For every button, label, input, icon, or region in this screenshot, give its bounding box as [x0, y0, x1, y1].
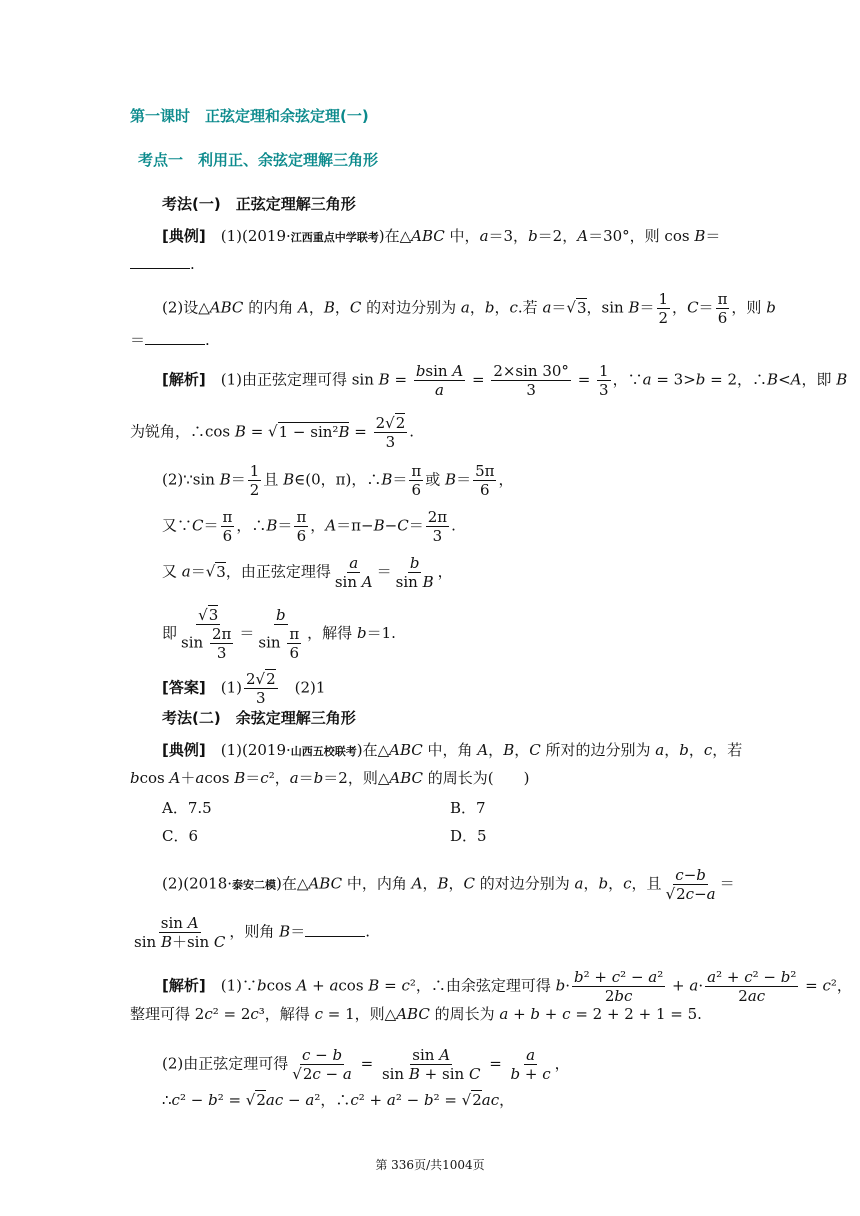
method1-example2: (2)设△ABC 的内角 A，B，C 的对边分别为 a，b，c.若 a＝√3，sin B＝ $\frac{1}{2}$ ，C＝ $\frac{\pi}{6}$ ，则 b [162, 290, 776, 327]
method1-solution2a: (2)∵sin B＝ $\frac{1}{2}$ 且 B∈(0，π)，∴B＝ $\frac{\pi}{6}$ 或 B＝ $\frac{5\pi}{6}$ ， [162, 462, 514, 499]
method1-solution1: [解析] (1)由正弦定理可得 sin B = $\frac{\text{bsin A}}{a}$ = $\frac{2\times\sin 30^\circ}{3}$ = $\frac{1}{3}$ ，∵a = 3>b = 2，∴B<A，即 B [162, 362, 848, 399]
method1-title: 考法(一) 正弦定理解三角形 [162, 195, 356, 213]
solution-tag: [解析] [162, 976, 206, 995]
page-footer: 第 336页/共1004页 [375, 1158, 485, 1172]
method2-title: 考法(二) 余弦定理解三角形 [162, 709, 356, 727]
method1-solution2d: 即 √3 sin $\frac{2\pi}{3}$ ＝ b sin $\frac{\pi}{6}$ ，解得 b＝1. [162, 606, 396, 662]
option-b: B．7 [450, 799, 486, 817]
method1-solution2c: 又 a＝√3，由正弦定理得 $\frac{a}{\text{sin A}}$ ＝ $\frac{b}{\text{sin B}}$ ， [162, 554, 453, 591]
lesson-title: 第一课时 正弦定理和余弦定理(一) [130, 107, 369, 125]
method2-solution2-last: ∴c² − b² = √2ac − a²，∴c² + a² − b² = √2ac， [162, 1091, 515, 1109]
answer-tag: [答案] [162, 678, 206, 697]
option-c: C．6 [162, 827, 199, 845]
method1-solution2b: 又∵C＝ $\frac{\pi}{6}$ ，∴B＝ $\frac{\pi}{6}$ ，A＝π−B−C＝ $\frac{2\pi}{3}$ . [162, 508, 456, 545]
topic-heading: 考点一 利用正、余弦定理解三角形 [138, 151, 379, 169]
method2-solution2: (2)由正弦定理可得 $\frac{c - b}{√2c - a}$ = $\frac{\text{sin A}}{\text{sin B + sin C}}$ = $\frac{a}{b + c}$ ， [162, 1046, 570, 1083]
option-d: D．5 [450, 827, 487, 845]
solution-tag: [解析] [162, 370, 206, 389]
example-tag: [典例] [162, 227, 206, 245]
method2-example2: (2)(2018·泰安二模)在△ABC 中，内角 A，B，C 的对边分别为 a，b，c，且 $\frac{c-b}{√2c-a}$ ＝ [162, 866, 735, 903]
method2-example2-cont: $\frac{\text{sin A}}{\text{sin B＋sin C}}$ ，则角 B＝ . [134, 914, 370, 951]
method1-example1-blank: . [130, 254, 195, 274]
example-tag: [典例] [162, 741, 206, 759]
method1-example1: [典例] (1)(2019·江西重点中学联考)在△ABC 中，a＝3，b＝2，A＝30°，则 cos B＝ [162, 227, 721, 245]
source-label: 江西重点中学联考 [290, 231, 379, 244]
source-label: 泰安二模 [232, 878, 277, 892]
method2-example1: [典例] (1)(2019·山西五校联考)在△ABC 中，角 A，B，C 所对的边分别为 a，b，c，若 [162, 741, 743, 759]
method2-solution1-cont: 整理可得 2c² = 2c³，解得 c = 1，则△ABC 的周长为 a + b + c = 2 + 2 + 1 = 5. [130, 1005, 702, 1023]
method1-example2-cont: ＝ . [130, 331, 210, 349]
method1-answer: [答案] (1) $\frac{2√2}{3}$ (2)1 [162, 670, 326, 707]
method2-example1-cont: bcos A＋acos B＝c²，a＝b＝2，则△ABC 的周长为( ) [130, 769, 530, 787]
option-a: A．7.5 [162, 799, 212, 817]
method1-solution1-cont: 为锐角，∴cos B = √1 − sin²B = $\frac{2√2}{3}$ . [130, 414, 415, 451]
source-label: 山西五校联考 [290, 745, 357, 758]
method2-solution1: [解析] (1)∵bcos A + acos B = c²，∴由余弦定理可得 b· $\frac{\text{b² + c² − a²}}{2bc}$ + a· $\frac{\text{a² + c² − b²}}{2ac}$ = c²， [162, 968, 852, 1005]
